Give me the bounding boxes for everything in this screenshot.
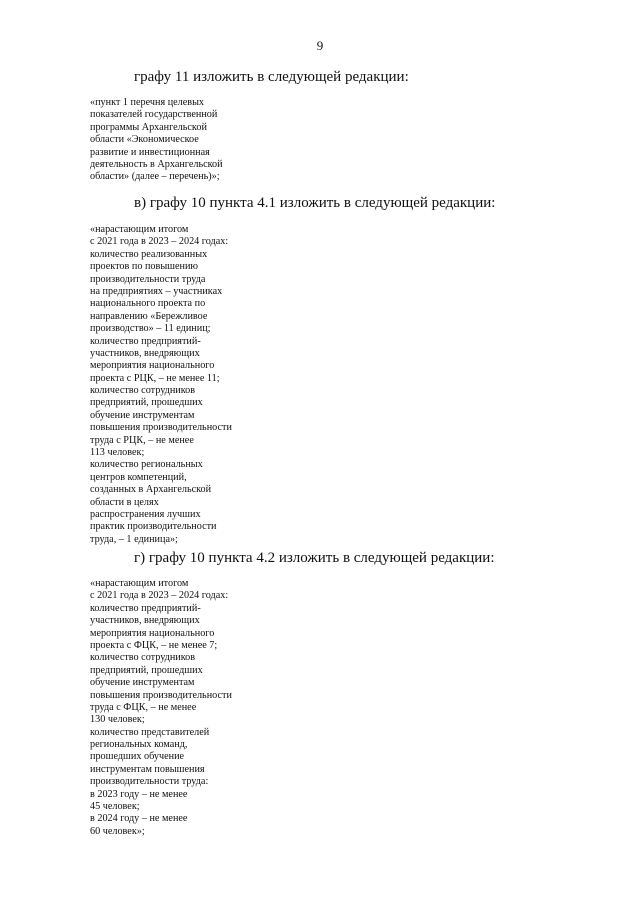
text-line: «пункт 1 перечня целевых — [90, 97, 205, 108]
page-number: 9 — [316, 38, 324, 53]
text-line: мероприятия национального — [90, 627, 215, 639]
text-line: 113 человек; — [90, 447, 145, 459]
text-line: с 2021 года в 2023 – 2024 годах: — [90, 590, 229, 602]
text-line: в 2023 году – не менее — [90, 788, 188, 800]
text-line: количество предприятий- — [90, 335, 201, 347]
text-line: проектов по повышению — [90, 261, 199, 273]
text-line: деятельность в Архангельской — [90, 158, 223, 170]
text-line: области в целях — [90, 496, 159, 508]
text-line: количество сотрудников — [90, 385, 196, 397]
text-line: с 2021 года в 2023 – 2024 годах: — [90, 236, 229, 248]
section-heading-2: в) графу 10 пункта 4.1 изложить в следующей редакции: — [134, 195, 496, 211]
text-line: повышения производительности — [90, 422, 232, 434]
text-line: проекта с ФЦК, – не менее 7; — [90, 639, 218, 651]
text-line: области «Экономическое — [90, 134, 199, 146]
text-line: участников, внедряющих — [90, 347, 200, 359]
text-line: производительности труда — [90, 273, 206, 285]
text-line: направлению «Бережливое — [90, 310, 208, 322]
text-line: труда с ФЦК, – не менее — [90, 701, 197, 713]
text-line: 130 человек; — [90, 714, 145, 726]
text-line: обучение инструментам — [90, 677, 195, 689]
text-line: производство» – 11 единиц; — [90, 323, 211, 335]
text-line: развитие и инвестиционная — [90, 146, 210, 158]
text-line: количество реализованных — [90, 248, 208, 260]
text-line: повышения производительности — [90, 689, 232, 701]
text-line: 45 человек; — [90, 801, 140, 813]
text-line: количество сотрудников — [90, 652, 196, 664]
section-text-2 — [90, 224, 232, 546]
text-line: области» (далее – перечень)»; — [90, 171, 220, 183]
text-line: количество региональных — [90, 459, 203, 471]
text-line: «нарастающим итогом — [90, 224, 189, 235]
text-line: обучение инструментам — [90, 409, 195, 421]
text-line: региональных команд, — [90, 739, 188, 751]
text-line: созданных в Архангельской — [90, 484, 212, 496]
section-heading-3: г) графу 10 пункта 4.2 изложить в следующей редакции: — [134, 550, 495, 566]
text-line: центров компетенций, — [90, 471, 187, 483]
text-line: «нарастающим итогом — [90, 578, 189, 589]
section-text-3 — [90, 578, 232, 838]
text-line: труда, – 1 единица»; — [90, 533, 178, 545]
text-line: национального проекта по — [90, 298, 206, 310]
text-line: прошедших обучение — [90, 751, 185, 763]
text-line: инструментам повышения — [90, 763, 205, 775]
text-line: труда с РЦК, – не менее — [90, 434, 194, 446]
text-line: количество представителей — [90, 726, 210, 738]
text-line: показателей государственной — [90, 109, 218, 121]
text-line: на предприятиях – участниках — [90, 285, 223, 297]
section-heading-1: графу 11 изложить в следующей редакции: — [134, 69, 409, 85]
text-line: в 2024 году – не менее — [90, 813, 188, 825]
section-text-1 — [90, 97, 223, 184]
text-line: количество предприятий- — [90, 602, 201, 614]
text-line: 60 человек»; — [90, 825, 145, 837]
text-line: производительности труда: — [90, 776, 209, 788]
text-line: предприятий, прошедших — [90, 664, 203, 676]
text-line: мероприятия национального — [90, 360, 215, 372]
text-line: практик производительности — [90, 521, 217, 533]
text-line: предприятий, прошедших — [90, 397, 203, 409]
text-line: программы Архангельской — [90, 121, 207, 133]
text-line: проекта с РЦК, – не менее 11; — [90, 372, 220, 384]
text-line: участников, внедряющих — [90, 615, 200, 627]
text-line: распространения лучших — [90, 508, 201, 520]
